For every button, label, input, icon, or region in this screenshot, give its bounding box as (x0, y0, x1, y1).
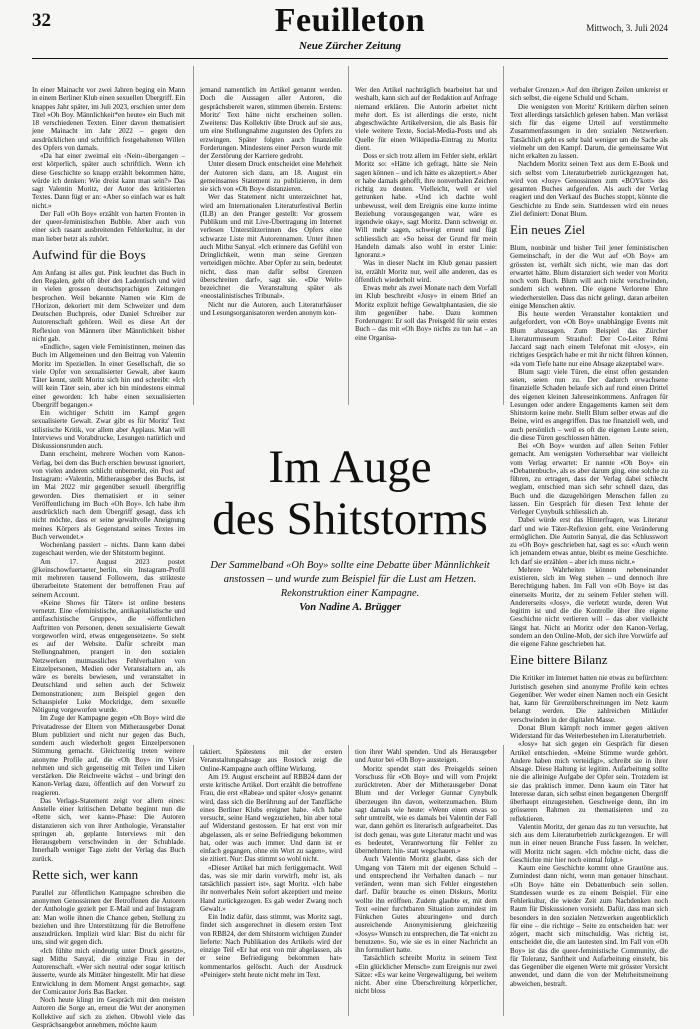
paragraph: Der Fall «Oh Boy» erzählt von harten Fronten in der queer-feministischen Bubble. Aber auch von einer sich rasant ausbreitenden Fehlerkultur, in der man lieber hetzt als zuhört. (32, 209, 185, 243)
paragraph: «Dieser Artikel hat mich fertiggemacht. Weil das, was sie mir darin vorwirft, mehr ist, als tatsächlich passiert ist», sagt Moritz. «Ich habe ihr nonverbales Nein sofort akzeptiert und meine Hand zurückgezogen. Es gab weder Zwang noch Gewalt.» (200, 863, 342, 913)
paragraph: Valentin Moritz, der genau das zu tun versuchte, hat sich aus dem Literaturbetrieb zurückgezogen. Er will nun in einer neuen Branche Fuss fassen. In welcher, will Moritz nicht sagen. «Ich möchte nicht, dass die Geschichte mir hier noch einmal folgt.» (510, 822, 668, 864)
paragraph: «Endlich», sagen viele Feministinnen, meinen das Buch im Allgemeinen und den Beitrag von Valentin Moritz im Speziellen. In einer Gesellschaft, die so viele Opfer von sexualisierter Gewalt, aber kaum Täter kennt, stellt Moritz sich hin und schreibt: «Ich will kein Täter sein, aber ich bin mindestens einmal einer geworden: Ich habe einen sexualisierten Übergriff begangen.» (32, 343, 185, 409)
paragraph: verbaler Grenzen.» Auf den übrigen Zeilen umkreist er sich selbst, die eigene Schuld und Scham. (510, 86, 668, 103)
subheading: Ein neues Ziel (510, 222, 586, 237)
paragraph: Die wenigsten von Moritz' Kritikern dürften seinen Text allerdings tatsächlich gelesen haben. Man verlässt sich für das eigene Urteil auf verstümmelte Zusammenfassungen in den sozialen Netzwerken. Tatsächlich geht es sehr bald weniger um die Sache als vielmehr um den Kampf. Darum, die gemeinsame Wut nicht erkalten zu lassen. (510, 102, 668, 160)
paragraph: Blum, nonbinär und bisher Teil jener feministischen Gemeinschaft, in der die Wut auf «Oh Boy» am grössten ist, verhält sich nicht, wie man das dort erwartet hätte. Blum distanziert sich weder von Moritz noch vom Buch. Blum will auch nicht verschwinden, sondern sich wehren. Die eigene Verlorene Ehre wiederherstellen. Dass das nicht gelingt, daran arbeiten einige Menschen aktiv. (510, 244, 668, 310)
paragraph: Was in dieser Nacht im Klub genau passiert ist, erzählt Moritz nur, weil alle anderen, das es öffentlich wiederholt wird. (355, 259, 497, 284)
paragraph: Noch heute klingt im Gespräch mit den meisten Autoren die Sorge an, erneut die Wut der anonymen Kollektive auf sich zu ziehen. Obwohl viele das Gesprächsangebot annehmen, möchte kaum (32, 996, 185, 1029)
paragraph: Nicht nur die Autoren, auch Literaturhäuser und Lesungsorganisatoren werden anonym kon- (200, 300, 342, 317)
headline-line: des Shitstorms (212, 493, 488, 545)
author-byline: Von Nadine A. Brügger (299, 602, 401, 613)
paragraph: Auch Valentin Moritz glaubt, dass sich der Umgang von Tätern mit der eigenen Schuld – und entsprechend ihr Verhalten danach – nur verändert, wenn man sich Fehler eingestehen darf. Dafür brauche es einen Diskurs, Moritz wollte ihn eröffnen. Zudem glaubte er, mit dem Text «einer furchtbaren Situation zumindest im Fünkchen Gutes abzuringen» und durch ausreichende Anonymisierung gleichzeitig «Josys» Wunsch zu entsprechen, die Tat «nicht zu benutzen». So, wie sie es in einer Nachricht an ihn formuliert hatte. (355, 855, 497, 954)
paragraph: «Keine Shows für Täter» ist online bestens vernetzt. Eine «feministische, antikapitalistische und antifaschistische Gruppe», die «öffentlichen Auftritten von Personen, denen sexualisierte Gewalt vorgeworfen wird, etwas entgegensetzen». So steht es auf der Website. Dafür schreibt man Stellungnahmen, prangert in den sozialen Netzwerken mutmassliches Fehlverhalten von Einzelpersonen, Medien oder Veranstaltern an, als wäre es bereits bewiesen, und veranstaltet in Deutschland und selten auch der Schweiz Demonstrationen; zum Beispiel gegen den Schauspieler Luke Mockridge, dem sexuelle Nötigung vorgeworfen wurde. (32, 598, 185, 714)
paragraph: Kaum eine Geschichte kommt ohne Grautöne aus. Zumindest dann nicht, wenn man genauer hinschaut. «Oh Boy» hätte ein Debattenbuch sein sollen. Stattdessen wurde es zu einem Beispiel. Für eine Fehlerkultur, die wieder Zeit zum Nachdenken noch Raum für Diskussionen vorsieht. Dafür, dass man sich besonders in den sozialen Netzwerken augenblicklich für eine – die richtige – Seite zu entscheiden hat: wer zögert, macht sich mitschuldig. Was richtig ist, entscheidet die, die am lautesten sind. Im Fall von «Oh Boy» ist das die queer-feministische Community, die für Toleranz, Sanftheit und Aufarbeitung einsteht, bis das Gegenüber die eigenen Werte mit grösster Vorsicht anwendet, und dann die von der Mehrheitsmeinung abweichen, bestraft. (510, 864, 668, 988)
paragraph: In einer Mainacht vor zwei Jahren beging ein Mann in einem Berliner Klub einen sexuellen Übergriff. Ein knappes Jahr später, im Juli 2023, erschien unter dem Titel «Oh Boy. Männlichkeit*en heute» ein Buch mit 18 verschiedenen Texten. Einer davon thematisiert jene Mainacht im Jahr 2022 – gegen den ausdrücklichen und schriftlich festgehaltenen Willen des Opfers von damals. (32, 86, 185, 152)
article-column-1 (32, 86, 185, 1029)
paragraph: «Da hat einer zweimal ein ‹Nein›-übergangen – erst körperlich, später auch schriftlich. Wenn ich diese Geschichte so knapp erzählt bekommen hätte, würde ich denken: Wie dreist kann man sein?» Das sagt Valentin Moritz, der Autor des kritisierten Textes. Dann fügt er an: «Aber so einfach war es halt nicht.» (32, 152, 185, 210)
paragraph: taktiert. Spätestens mit der ersten Veranstaltungsabsage aus Rostock zeigt die Online-Kampagne auch offline Wirkung. (200, 748, 342, 773)
section-title: Feuilleton (274, 2, 426, 39)
paragraph: Donat Blum kämpft noch immer gegen aktiven Widerstand für das Weiterbestehen im Literaturbetrieb. (510, 723, 668, 740)
paragraph: Dann erscheint, mehrere Wochen vom Kanon-Verlag, bei dem das Buch erschien bewusst ignoriert, von vielen anderen schlicht unbemerkt, ein Post auf Instagram: «Valentin, Mitherausgeber des Buchs, ist im Mai 2022 mir gegenüber sexuell übergriffig geworden. Dies thematisiert er in seiner Veröffentlichung im Buch «Oh Boy». Ich habe ihm ausdrücklich nach dem Übergriff gesagt, dass ich nicht möchte, dass er seine gewaltvolle Aneignung meines Körpers als Gegenstand seines Textes im Buch verwendet.» (32, 450, 185, 541)
paragraph: Blum sagt: viele Türen, die einst offen gestanden seien, seien nun zu. Der dadurch erwachsene finanzielle Schaden belaufe sich auf rund einen Drittel des eigenen kleinen Jahreseinkommens. Anfragen für Lesungen oder andere Engagements kamen seit dem Shitstorm keine mehr. Stellt Blum selber etwas auf die Beine, wird es angegriffen. Das tue finanziell weh, und auch persönlich – weil es oft die eigenen Leute seien, die diese Türen geschlossen hätten. (510, 367, 668, 442)
headline-block (190, 405, 510, 745)
paragraph: tion ihrer Wahl spenden. Und als Herausgeber und Autor bei «Oh Boy» aussteigen. (355, 748, 497, 765)
paragraph: Dabei würde erst das Hinterfragen, was Literatur darf und wie Täter-Reflexion geht, eine Veränderung ermöglichen. Die Autorin Sanyal, die das Schlusswort zu «Oh Boy» geschrieben hat, sagt es so: «Auch wenn ich jemandem etwas antue, bleibt es meine Geschichte. Ich darf sie erzählen – aber ich muss nicht.» (510, 516, 668, 566)
article-column-3-bottom (355, 748, 497, 1016)
headline-line: Im Auge (268, 441, 432, 493)
paragraph: Bei «Oh Boy» wurden auf allen Seiten Fehler gemacht. Am wenigsten Vorhersehbar war vielleicht vom Verlag erwartet: Er nannte «Oh Boy» ein «Debattenbuch», als es aber darum ging, eine solche zu führen, zu ertragen, dass der Verlag dabei schlecht weglam, entschied man sich sehr schnell dazu, das Buch und die dazugehörigen Menschen fallen zu lassen. Ein Gespräch für diesen Text lehnte der Verleger Cynybulk schliesslich ab. (510, 442, 668, 516)
paragraph: Etwas mehr als zwei Monate nach dem Vorfall im Klub beschreibt «Josy» in einem Brief an Moritz explizit heftige Gewaltphantasien, die sie ihm gegenüber habe. Dazu kommen Forderungen: Er soll das Preisgeld für sein erstes Buch – das mit «Oh Boy» nichts zu tun hat – an eine Organisa- (355, 284, 497, 342)
article-column-2-top (200, 86, 342, 398)
paragraph: Die Kritiker im Internet hatten nie etwas zu befürchten: Juristisch gesehen sind anonyme Profile kein echtes Gegenüber. Wer weder einen Namen noch ein Gesicht hat, kann für Grenzüberschreitungen im Netz kaum belangt werden. Die zahlreichen Mitläufer verschwinden in der digitalen Masse. (510, 674, 668, 724)
paragraph: Mehrere Wahrheiten können nebeneinander existieren, sich im Weg stehen – und dennoch ihre Berechtigung haben. Im Fall von «Oh Boy» ist das einerseits Moritz, der zu seinem Fehler stehen will. Andererseits «Josy», die verletzt wurde, deren Wut legitim ist und die die Kontrolle über ihre eigene Geschichte nicht verlieren will – das aber vielleicht längst hat. Nicht an Moritz oder den Kanon-Verlag, sondern an den Online-Mob, der sich ihre Vorwürfe auf die eigene Fahne geschrieben hat. (510, 565, 668, 648)
paragraph: Das Verlags-Statement zeigt vor allem eines: Anstelle einer kritischen Debatte beginnt nun die «Rette sich, wer kann»-Phase: Die Autoren distanzieren sich von ihrer Anthologie, Veranstalter springen ab, geplante Interviews mit den Herausgebern verschwinden in der Schublade. Innerhalb weniger Tage zieht der Verlag das Buch zurück. (32, 796, 185, 863)
subheading: Aufwind für die Boys (32, 246, 146, 262)
article-dek: Der Sammelband «Oh Boy» sollte eine Debatte über Männlichkeit anstossen – und wurde zum Beispiel für die Lust am Hetzen. Rekonstruktion einer Kampagne. (210, 560, 490, 599)
issue-date: Mittwoch, 3. Juli 2024 (586, 23, 668, 33)
paragraph: Am 19. August erscheint auf RBB24 dann der erste kritische Artikel. Dort erzählt die betroffene Frau, die erst «Rabea» und später «Josy» genannt wird, dass sich die Berührung auf der Tanzfläche eines Berliner Klubs ereignet habe. «Ich habe versucht, seine Hand wegzuziehen, bin aber total auf Widerstand gestossen. Er hat erst von mir abgelassen, als er seine Befriedigung bekommen hat, oder was auch immer. Und dann ist er einfach gegangen, ohne ein Wort zu sagen», wird sie zitiert. Nur: Das stimmt so wohl nicht. (200, 772, 342, 864)
paragraph: Bis heute werden Veranstalter kontaktiert und aufgefordert, von «Oh Boy» unabhängige Events mit Blum abzusagen. Zum Beispiel das Zürcher Literaturmuseum Strauhof: Der Co-Leiter Rémi Jaccard sagt nach einem Telefonat mit «Josy», ein richtiges Gespräch habe er mit ihr nicht führen können, «da vom Tiefe hatte nur eine Absage akzeptabel war». (510, 310, 668, 368)
article-column-2-bottom (200, 748, 342, 1016)
paragraph: Wer das Statement nicht unterzeichnet hat, wird am Internationalen Literaturfestival Berlin (ILB) an den Pranger gestellt: Vor grossem Publikum und mit Live-Übertragung im Internet verlesen Unterstützerinnen des Opfers eine schwarze Liste mit Autorennamen. Unter ihnen auch Mithu Sanyal. «Ich erinnere das Gefühl von Dringlichkeit, wenn man seine Grenzen verteidigen möchte. Aber Opfer zu sein, bedeutet nicht, dass man dafür selbst Grenzen überschreiten darf», sagt sie. «Die Welt» bezeichnet die Veranstaltung später als «neostalinistisches Tribunal». (200, 193, 342, 301)
paragraph: jemand namentlich im Artikel genannt werden. Doch die Aussagen aller Autoren, die gesprächsbereit waren, stimmen überein. Erstens: Moritz' Text hätte nicht erscheinen sollen. Zweitens: Das Kollektiv übte Druck auf sie aus, um eine Stellungnahme zugunsten des Opfers zu erzwingen. Später folgten auch finanzielle Forderungen. Mindestens einer Person wurde mit der Zerstörung der Karriere gedroht. (200, 86, 342, 160)
paragraph: Am Anfang ist alles gut. Pink leuchtet das Buch in den Regalen, geht oft über den Ladentisch und wird in vielen grossen deutschsprachigen Zeitungen besprochen. Weil bekannte Namen wie Kim de l'Horizon, dekoriert mit dem Schweizer und dem Deutschen Buchpreis, oder Daniel Schreiber zur Autorenschaft gehören. Weil es diese Art der Reflexion von Männern über Männlichkeit bisher nicht gab. (32, 268, 185, 343)
page-number: 32 (32, 10, 51, 31)
subheading: Eine bittere Bilanz (510, 652, 608, 668)
newspaper-name: Neue Zürcher Zeitung (298, 40, 402, 52)
paragraph: Doss er sich trotz allem im Fehler sieht, erklärt Moritz so: «Hätte ich gefragt, hätte sie Nein sagen können – und ich hätte es akzeptiert.» Aber er habe damals gehofft, ihre nonverbalen Zeichen richtig zu deuten. Vielleicht, weil er viel getrunken habe. «Und ich dachte wohl unbewusst, weil dem Ereignis eine kurze intime Beziehung vorausgegangen war, wäre es irgendwie okay», sagt Moritz. Dann schweigt er. Will mehr sagen, schweigt erneut und fügt schliesslich an: «So heisst der Grund für mein Handeln damals also wohl in erster Linie: Ignoranz.» (355, 152, 497, 259)
paragraph: Wochenlang passiert – nichts. Dann kann dabei zugeschaut werden, wie der Shitstorm beginnt. (32, 541, 185, 558)
paragraph: Tatsächlich schreibt Moritz in seinem Text «Ein glücklicher Mensch» zum Ereignis nur zwei Sätze: «Es war keine Vergewaltigung, bei weitem nicht. Aber eine Überschreitung körperlicher, nicht bloss (355, 954, 497, 996)
paragraph: Am 17. August 2023 postet @keinschowfuertaeter_berlin, ein Instagram-Profil mit mehreren tausend Followern, das strikteste überarbeitete Statement der betroffenen Frau auf seinem Account. (32, 557, 185, 599)
paragraph: Ein Indiz dafür, dass stimmt, was Moritz sagt, findet sich ausgerechnet in diesem ersten Text von RBB24, der dem Shitstorm wichtigen Zunder lieferte: Nach Publikation des Artikels wird der einzige Teil «Er hat erst von mir abgelassen, als er seine Befriedigung bekommen hat» kommentarlos gelöscht. Auch der Ausdruck «Peiniger» steht heute nicht mehr im Text. (200, 913, 342, 979)
paragraph: Ein wichtiger Schritt im Kampf gegen sexualisierte Gewalt. Zwar gibt es für Moritz' Text stilistische Kritik, vor allem aber Applaus. Man will Interviews und Vorabdrucke, Lesungen natürlich und Diskussionsrunden auch. (32, 409, 185, 450)
paragraph: «Josy» hat sich gegen ein Gespräch für diesen Artikel entschieden. «Meine Stimme wurde gehört. Andere haben mich verteidigt», schreibt sie in ihrer Absage. Diese Haltung ist legitim. Aufarbeitung sollte nie die alleinige Aufgabe der Opfer sein. Trotzdem ist sie das praktisch immer. Denn kaum ein Täter hat Interesse daran, sich selbst einen begangenen Übergriff überhaupt einzugestehen. Geschweige denn, ihn im grösseren Rahmen zu thematisieren und zu reflektieren. (510, 740, 668, 823)
paragraph: Nachdem Moritz seinen Text aus dem E-Book und sich selbst vom Literaturbetrieb zurückgezogen hat, wird von «Josy» Genossinnen zum «BOYkott» des gesamten Buches aufgerufen. Als auch der Verlag reagiert und den Verkauf des Buches stoppt, könnte die Geschichte zu Ende sein. Stattdessen wird ein neues Ziel definiert: Donat Blum. (510, 160, 668, 218)
paragraph: Wer den Artikel nachträglich bearbeitet hat und weshalb, kann sich auf der Redaktion auf Anfrage niemand erklären. Die Autorin arbeitet nicht mehr dort. Es ist allerdings die erste, nicht abgeschwächte Artikelversion, die als Basis für viele weitere Texte, Social-Media-Posts und als Quelle für einen Wikipedia-Eintrag zu Moritz dient. (355, 86, 497, 152)
headline (190, 441, 510, 545)
paragraph: Unter diesem Druck entscheidet eine Mehrheit der Autoren sich dazu, am 18. August ein gemeinsames Statement zu publizieren, in dem sie sich von «Oh Boy» distanzieren. (200, 160, 342, 193)
article-column-3-top (355, 86, 497, 398)
article-column-4 (510, 86, 668, 1016)
paragraph: Im Zuge der Kampagne gegen «Oh Boy» wird die Privatadresse der Eltern von Mitherausgeber Donat Blum publiziert und nicht nur gegen das Buch, sondern auch wiederholt gegen Einzelpersonen Stimmung gemacht. Gleichzeitig treten weitere anonyme Profile auf, die «Oh Boy» im Visier nehmen und sich gegenseitig mit Teilen und Liken verstärken. Die Reichweite wächst – und bringt den Kanon-Verlag dazu, öffentlich auf den Vorwurf zu reagieren. (32, 714, 185, 797)
paragraph: «Ich fühlte mich eindeutig unter Druck gesetzt», sagt Mithu Sanyal, die einzige Frau in der Autorenschaft. «Wer sich neutral oder sogar kritisch äusserte, wurde als Mittäter hingestellt. Mir hat diese Entwicklung in dem Moment Angst gemacht», sagt der Comicautor Joris Bas Backer. (32, 946, 185, 996)
paragraph: Moritz spendet statt des Preisgelds seinen Vorschuss für «Oh Boy» und will vom Projekt zurücktreten. Aber der Mitherausgeber Donat Blum und der Verleger Gunnar Cynybulk überzeugen ihn davon, weiterzumachen. Blum sagt damals wie heute: «Wenn einen etwas so sehr umtreibt, wie es damals bei Valentin der Fall war, dann gehört es literarisch aufgearbeitet. Das ist doch genau, was gute Literatur macht und was es bedeutet, Verantwortung für Fehler zu übernehmen: hin- statt wegschauen.» (355, 764, 497, 855)
header-rule (32, 58, 668, 59)
subheading: Rette sich, wer kann (32, 866, 139, 882)
paragraph: Parallel zur öffentlichen Kampagne schreiben die anonymen Genossinnen der Betroffenen die Autoren der Anthologie gezielt per E-Mail und auf Instagram an: Man wolle ihnen die Chance geben, Stellung zu beziehen und ihre Unterstützung für die Betroffene auszudrücken. Implizit wird klar: Bist du nicht für uns, sind wir gegen dich. (32, 888, 185, 947)
